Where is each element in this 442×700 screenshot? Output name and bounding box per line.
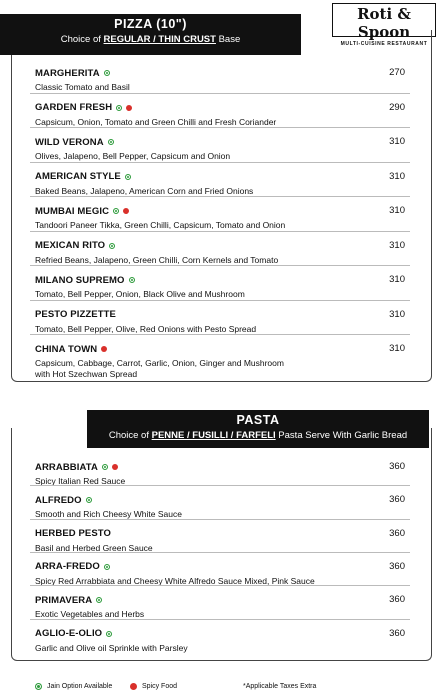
item-description	[35, 643, 405, 654]
jain-icon	[96, 597, 102, 603]
item-separator	[30, 334, 410, 335]
item-price: 310	[389, 308, 405, 320]
item-description	[35, 289, 405, 300]
item-description-line: with Hot Szechwan Spread	[35, 369, 138, 379]
pasta-sub-prefix: Choice of	[108, 430, 152, 441]
pasta-menu-item	[35, 594, 405, 620]
jain-icon	[129, 277, 135, 283]
pasta-menu-item	[35, 561, 405, 587]
item-name: PESTO PIZZETTE	[35, 309, 116, 320]
item-separator	[30, 162, 410, 163]
item-description	[35, 186, 405, 197]
item-price: 290	[389, 101, 405, 113]
pasta-menu-item	[35, 628, 405, 654]
pizza-menu-item	[35, 205, 405, 231]
legend-taxes	[243, 683, 316, 690]
pizza-menu-item	[35, 309, 405, 335]
item-price: 310	[389, 274, 405, 285]
item-price: 360	[389, 627, 405, 639]
item-price: 310	[389, 343, 405, 354]
item-separator	[30, 93, 410, 94]
item-name: MILANO SUPREMO	[35, 274, 125, 286]
pizza-sub-prefix: Choice of	[60, 34, 104, 45]
item-description-line: Spicy Italian Red Sauce	[35, 476, 126, 486]
item-price: 360	[389, 461, 405, 472]
spicy-icon	[101, 346, 107, 352]
item-description-line: Spicy Red Arrabbiata and Cheesy White Alfredo Sauce Mixed, Pink Sauce	[35, 575, 315, 586]
jain-icon	[102, 464, 108, 470]
item-name: HERBED PESTO	[35, 528, 111, 540]
item-name: MUMBAI MEGIC	[35, 205, 110, 217]
legend-jain	[35, 683, 112, 690]
jain-icon	[116, 105, 122, 111]
item-name: ALFREDO	[35, 494, 82, 506]
item-description-line: Basil and Herbed Green Sauce	[35, 542, 153, 553]
item-separator	[30, 552, 410, 553]
item-name: AMERICAN STYLE	[35, 171, 121, 182]
spicy-icon	[130, 683, 137, 690]
brand-name: Roti & Spoon	[357, 5, 411, 41]
item-description-line: Garlic and Olive oil Sprinkle with Parsley	[35, 642, 188, 653]
item-description-line: Capsicum, Onion, Tomato and Green Chilli and Fresh Coriander	[35, 116, 277, 127]
jain-icon	[106, 631, 112, 637]
item-name: ARRA-FREDO	[35, 561, 100, 573]
item-description-line: Olives, Jalapeno, Bell Pepper, Capsicum and Onion	[35, 151, 231, 161]
item-separator	[30, 265, 410, 266]
spicy-icon	[126, 105, 132, 111]
item-separator	[30, 585, 410, 586]
item-separator	[30, 519, 410, 520]
item-description-line: Refried Beans, Jalapeno, Green Chilli, Corn Kernels and Tomato	[35, 254, 279, 265]
jain-icon	[113, 208, 119, 214]
item-price: 310	[389, 239, 405, 251]
legend-jain-label: Jain Option Available	[47, 683, 113, 690]
pasta-sub-suffix: Pasta Serve With Garlic Bread	[275, 430, 408, 441]
item-description-line: Capsicum, Cabbage, Carrot, Garlic, Onion, Ginger and Mushroom	[35, 358, 284, 368]
pizza-sub-suffix: Base	[215, 34, 241, 45]
item-description-line: Smooth and Rich Cheesy White Sauce	[35, 509, 182, 520]
jain-icon	[109, 243, 115, 249]
pizza-menu-item	[35, 240, 405, 266]
pizza-menu-item	[35, 136, 405, 162]
pizza-menu-item	[35, 274, 405, 300]
pasta-menu-item	[35, 528, 405, 554]
item-description	[35, 220, 405, 231]
item-name: ARRABBIATA	[35, 461, 98, 473]
item-description-line: Tandoori Paneer Tikka, Green Chilli, Capsicum, Tomato and Onion	[35, 220, 286, 230]
item-description-line: Exotic Vegetables and Herbs	[35, 609, 145, 620]
pizza-base-choice: REGULAR / THIN CRUST	[103, 34, 216, 45]
taxes-note: *Applicable Taxes Extra	[243, 683, 317, 690]
item-price: 310	[389, 170, 405, 182]
item-separator	[30, 485, 410, 486]
pizza-banner	[0, 14, 301, 55]
pasta-menu-item	[35, 494, 405, 520]
jain-icon	[104, 70, 110, 76]
spicy-icon	[112, 464, 118, 470]
jain-icon	[108, 139, 114, 145]
item-price: 270	[389, 67, 405, 78]
spicy-icon	[123, 208, 129, 214]
item-separator	[30, 619, 410, 620]
pizza-menu-item	[35, 102, 405, 128]
item-name: WILD VERONA	[35, 136, 104, 148]
item-description	[35, 151, 405, 162]
item-separator	[30, 196, 410, 197]
pizza-title: PIZZA (10")	[114, 17, 187, 31]
item-name: AGLIO-E-OLIO	[35, 628, 103, 639]
item-description-line: Tomato, Bell Pepper, Olive, Red Onions with Pesto Spread	[35, 323, 257, 334]
item-description-line: Baked Beans, Jalapeno, American Corn and Fried Onions	[35, 185, 254, 196]
item-name: PRIMAVERA	[35, 594, 93, 606]
item-description-line: Tomato, Bell Pepper, Onion, Black Olive and Mushroom	[35, 289, 245, 299]
pizza-menu-item	[35, 171, 405, 197]
jain-icon	[86, 497, 92, 503]
item-price: 310	[389, 205, 405, 216]
item-price: 360	[389, 494, 405, 506]
pasta-subtitle	[87, 430, 429, 441]
jain-icon	[125, 174, 131, 180]
pasta-title: PASTA	[236, 413, 280, 427]
pizza-menu-item	[35, 67, 405, 93]
pizza-menu-item	[35, 343, 405, 380]
brand-tagline: MULTI-CUISINE RESTAURANT	[340, 41, 428, 47]
legend-spicy	[130, 683, 177, 690]
pasta-menu-item	[35, 461, 405, 487]
item-price: 360	[389, 560, 405, 572]
pasta-banner	[87, 410, 429, 448]
item-price: 360	[389, 527, 405, 539]
item-name: MARGHERITA	[35, 67, 100, 79]
item-separator	[30, 127, 410, 128]
jain-icon	[35, 683, 42, 690]
item-name: GARDEN FRESH	[35, 102, 113, 113]
item-name: MEXICAN RITO	[35, 240, 106, 251]
item-description	[35, 324, 405, 335]
jain-icon	[104, 564, 110, 570]
legend-spicy-label: Spicy Food	[142, 683, 178, 690]
item-description	[35, 82, 405, 93]
pizza-subtitle	[0, 34, 301, 45]
item-description	[35, 255, 405, 266]
item-description	[35, 117, 405, 128]
pasta-type-choice: PENNE / FUSILLI / FARFELI	[151, 430, 276, 441]
item-price: 310	[389, 136, 405, 147]
item-name: CHINA TOWN	[35, 343, 98, 355]
item-description	[35, 358, 405, 380]
item-separator	[30, 231, 410, 232]
item-description-line: Classic Tomato and Basil	[35, 82, 130, 92]
item-price: 360	[389, 594, 405, 606]
item-separator	[30, 300, 410, 301]
